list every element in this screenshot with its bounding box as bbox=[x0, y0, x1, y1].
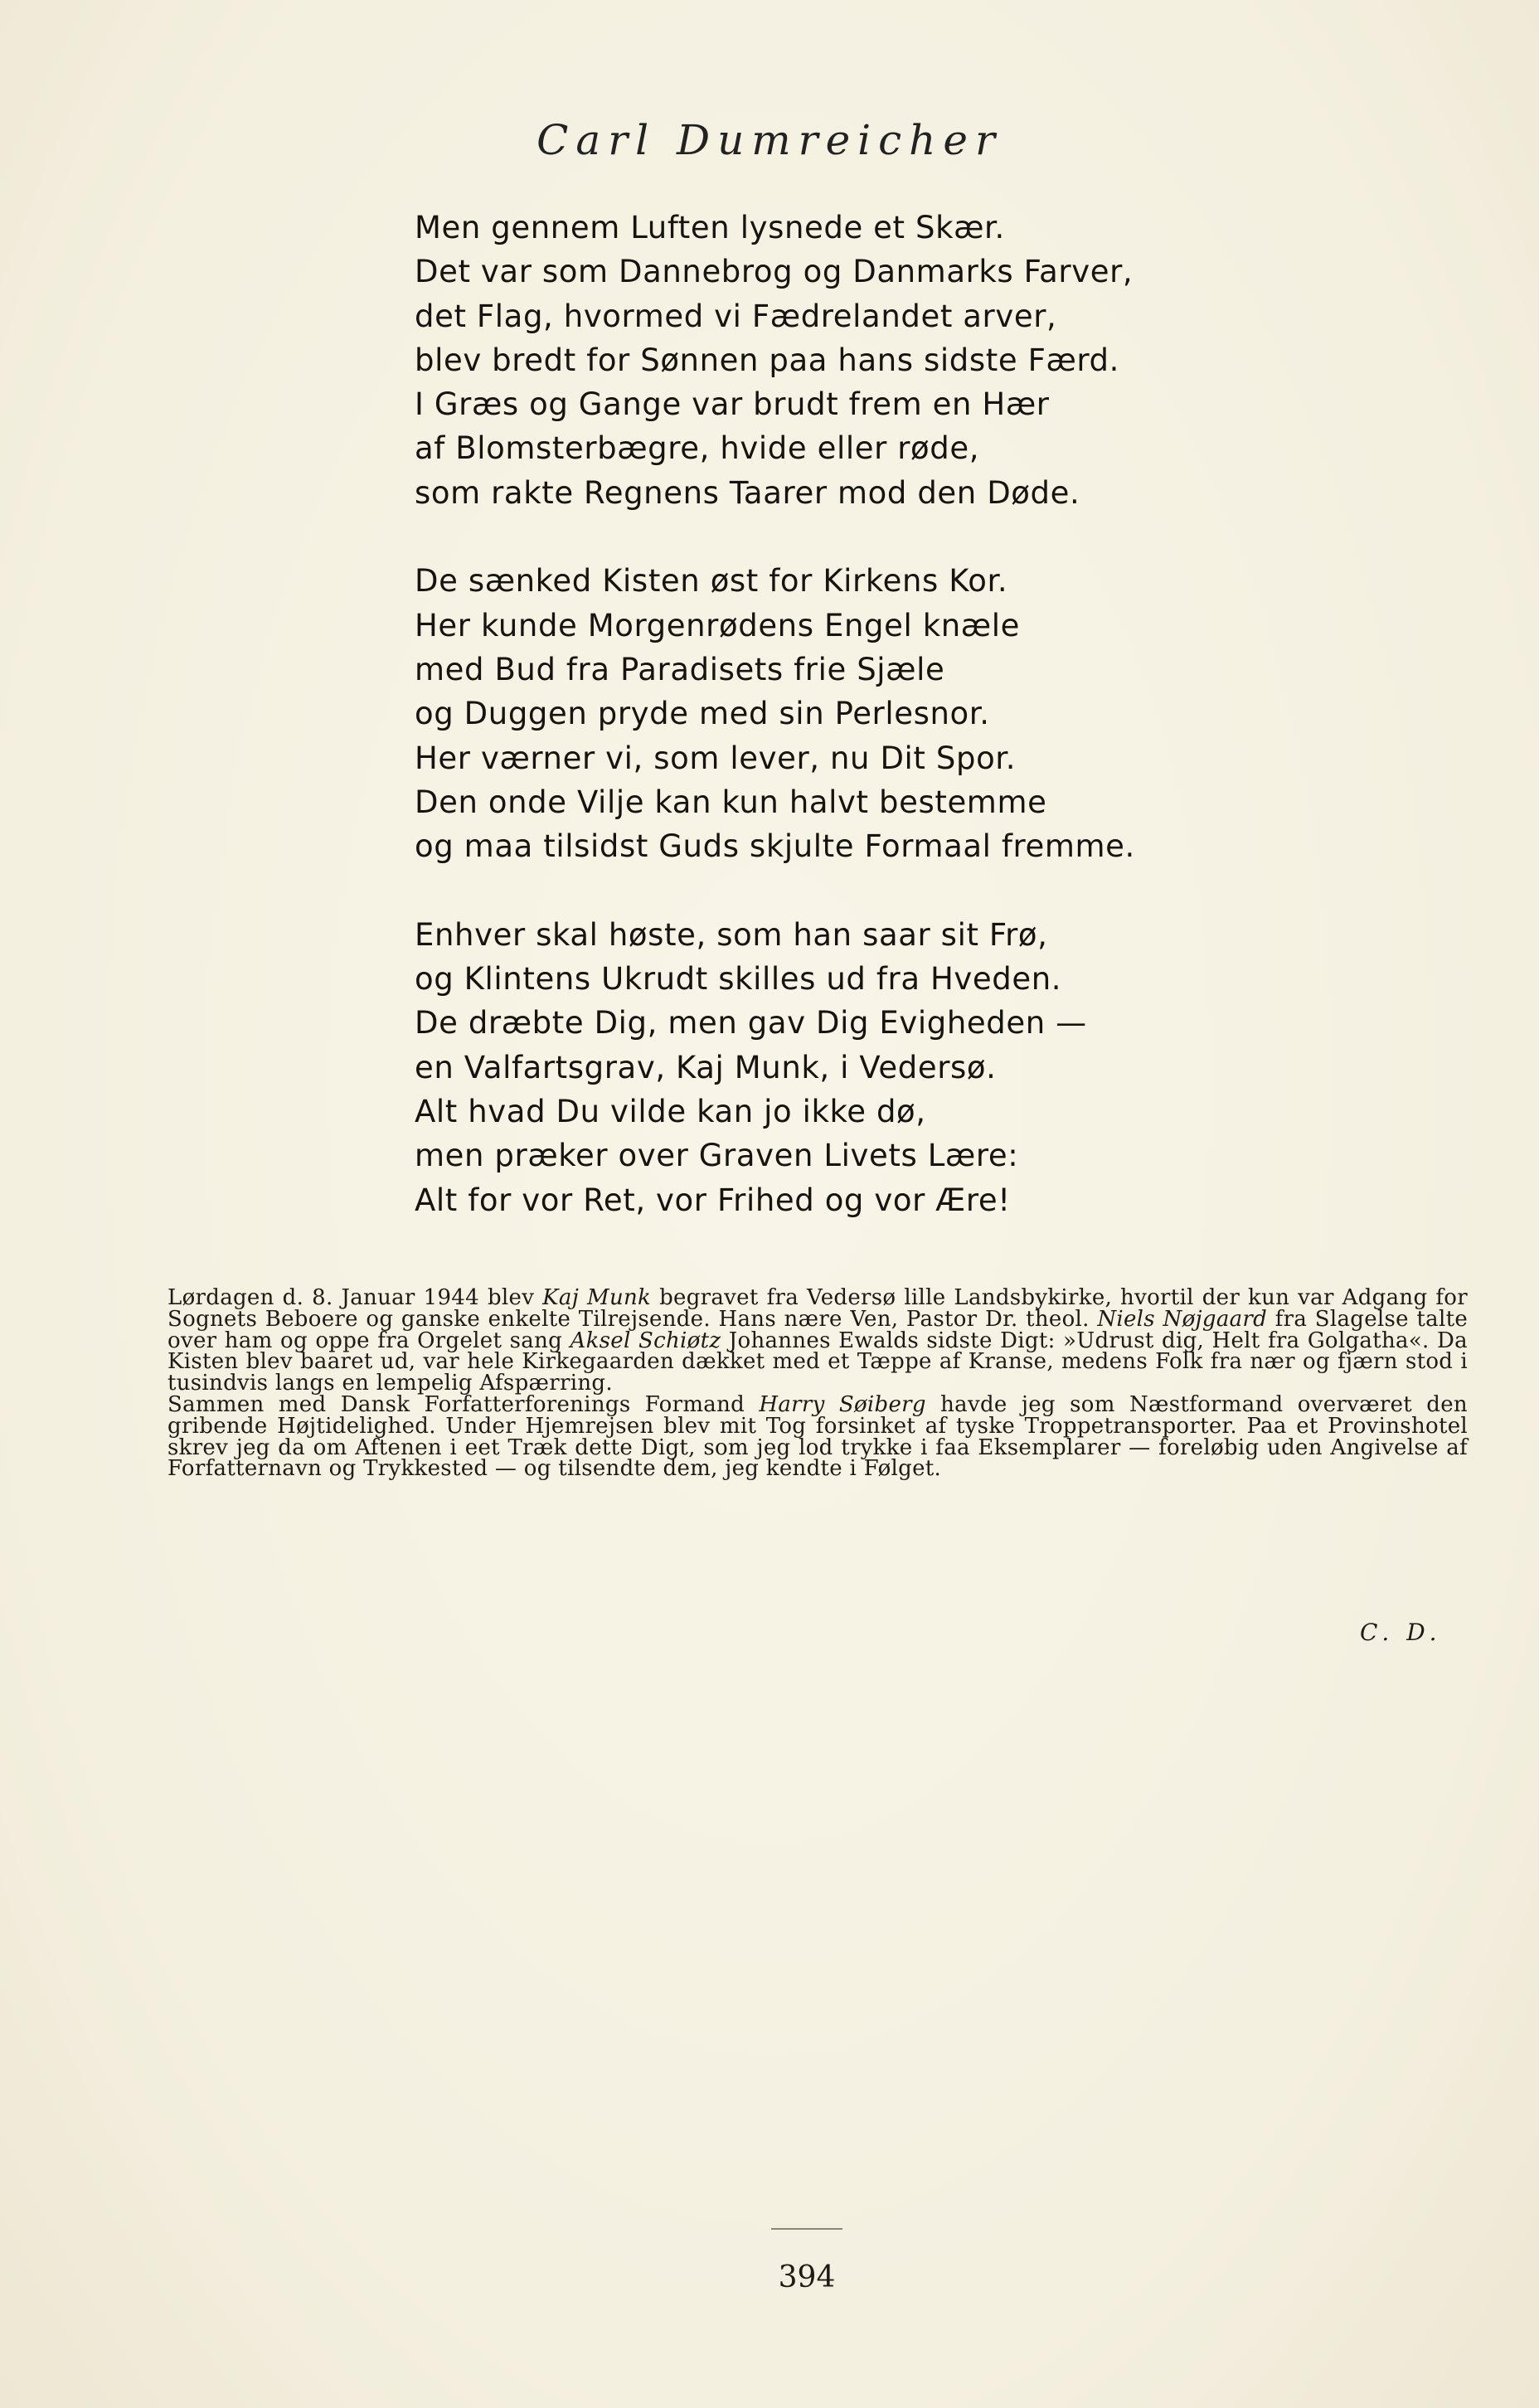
author-heading: Carl Dumreicher bbox=[536, 116, 1003, 164]
poem-line: Men gennem Luften lysnede et Skær. bbox=[415, 210, 1005, 245]
poem-line: og maa tilsidst Guds skjulte Formaal fremme. bbox=[415, 828, 1135, 865]
note-paragraph-2 bbox=[167, 1391, 1468, 1482]
editorial-note bbox=[167, 1285, 1468, 1482]
poem-line: Det var som Dannebrog og Danmarks Farver, bbox=[415, 254, 1134, 290]
note-paragraph-1 bbox=[167, 1285, 1468, 1396]
poem-line: blev bredt for Sønnen paa hans sidste Færd. bbox=[415, 342, 1120, 378]
poem-line: Enhver skal høste, som han saar sit Frø, bbox=[415, 916, 1048, 953]
page-number-rule bbox=[771, 2228, 842, 2230]
note-text: begravet fra Vedersø lille Landsbykirke, hvortil der kun var Adgang for Sognets Beboere og ganske enkelte Tilrejsende. Hans nære Ven, Pastor Dr. theol. bbox=[167, 1285, 1468, 1332]
note-text: Johannes Ewalds sidste Digt: »Udrust dig, Helt fra Golgatha«. Da Kisten blev baaret ud, var hele Kirkegaarden dækket med et Tæppe af Kranse, medens Folk fra nær og fjærn stod i tusindvis langs en lempelig Afspærring. bbox=[167, 1328, 1468, 1396]
note-name-niels-nojgaard: Niels Nøjgaard bbox=[1097, 1306, 1268, 1332]
poem-line: Den onde Vilje kan kun halvt bestemme bbox=[415, 784, 1047, 820]
note-text: Lørdagen d. 8. Januar 1944 blev bbox=[167, 1285, 543, 1310]
poem-line: med Bud fra Paradisets frie Sjæle bbox=[415, 651, 945, 687]
poem-line: Alt hvad Du vilde kan jo ikke dø, bbox=[415, 1093, 926, 1129]
poem-stanza-3 bbox=[415, 913, 1244, 1222]
note-text: fra Slagelse talte over ham og oppe fra Orgelet sang bbox=[167, 1306, 1468, 1353]
poem-line: I Græs og Gange var brudt frem en Hær bbox=[415, 386, 1050, 423]
poem-line: af Blomsterbægre, hvide eller røde, bbox=[415, 430, 980, 467]
poem-line: Her kunde Morgenrødens Engel knæle bbox=[415, 607, 1020, 643]
poem-line: og Duggen pryde med sin Perlesnor. bbox=[415, 696, 990, 732]
poem-line: som rakte Regnens Taarer mod den Døde. bbox=[415, 474, 1080, 511]
poem-line: De dræbte Dig, men gav Dig Evigheden — bbox=[415, 1005, 1087, 1041]
note-name-aksel-schiotz: Aksel Schiøtz bbox=[570, 1328, 721, 1353]
poem-line: det Flag, hvormed vi Fædrelandet arver, bbox=[415, 298, 1057, 334]
note-text: Sammen med Dansk Forfatterforenings Formand bbox=[167, 1391, 760, 1417]
poem-line: Alt for vor Ret, vor Frihed og vor Ære! bbox=[415, 1182, 1011, 1218]
note-name-kaj-munk: Kaj Munk bbox=[542, 1285, 652, 1310]
poem-line: Her værner vi, som lever, nu Dit Spor. bbox=[415, 740, 1017, 776]
page-number: 394 bbox=[778, 2260, 836, 2294]
note-name-harry-soiberg: Harry Søiberg bbox=[759, 1391, 926, 1417]
poem-stanza-1 bbox=[415, 206, 1244, 515]
poem-line: og Klintens Ukrudt skilles ud fra Hveden. bbox=[415, 961, 1062, 998]
poem-line: en Valfartsgrav, Kaj Munk, i Vedersø. bbox=[415, 1049, 997, 1085]
poem-line: men præker over Graven Livets Lære: bbox=[415, 1138, 1019, 1174]
signature-initials: C. D. bbox=[1360, 1619, 1442, 1646]
poem-stanza-2 bbox=[415, 559, 1244, 868]
poem-line: De sænked Kisten øst for Kirkens Kor. bbox=[415, 563, 1008, 600]
poem bbox=[415, 206, 1244, 1222]
note-text: havde jeg som Næstformand overværet den gribende Højtidelighed. Under Hjemrejsen blev mit Tog forsinket af tyske Troppetransporter. Paa et Provinshotel skrev jeg da om Aftenen i eet Træk dette Digt, som jeg lod trykke i faa Eksemplarer — foreløbig uden Angivelse af Forfatternavn og Trykkested — og tilsendte dem, jeg kendte i Følget. bbox=[167, 1391, 1468, 1482]
